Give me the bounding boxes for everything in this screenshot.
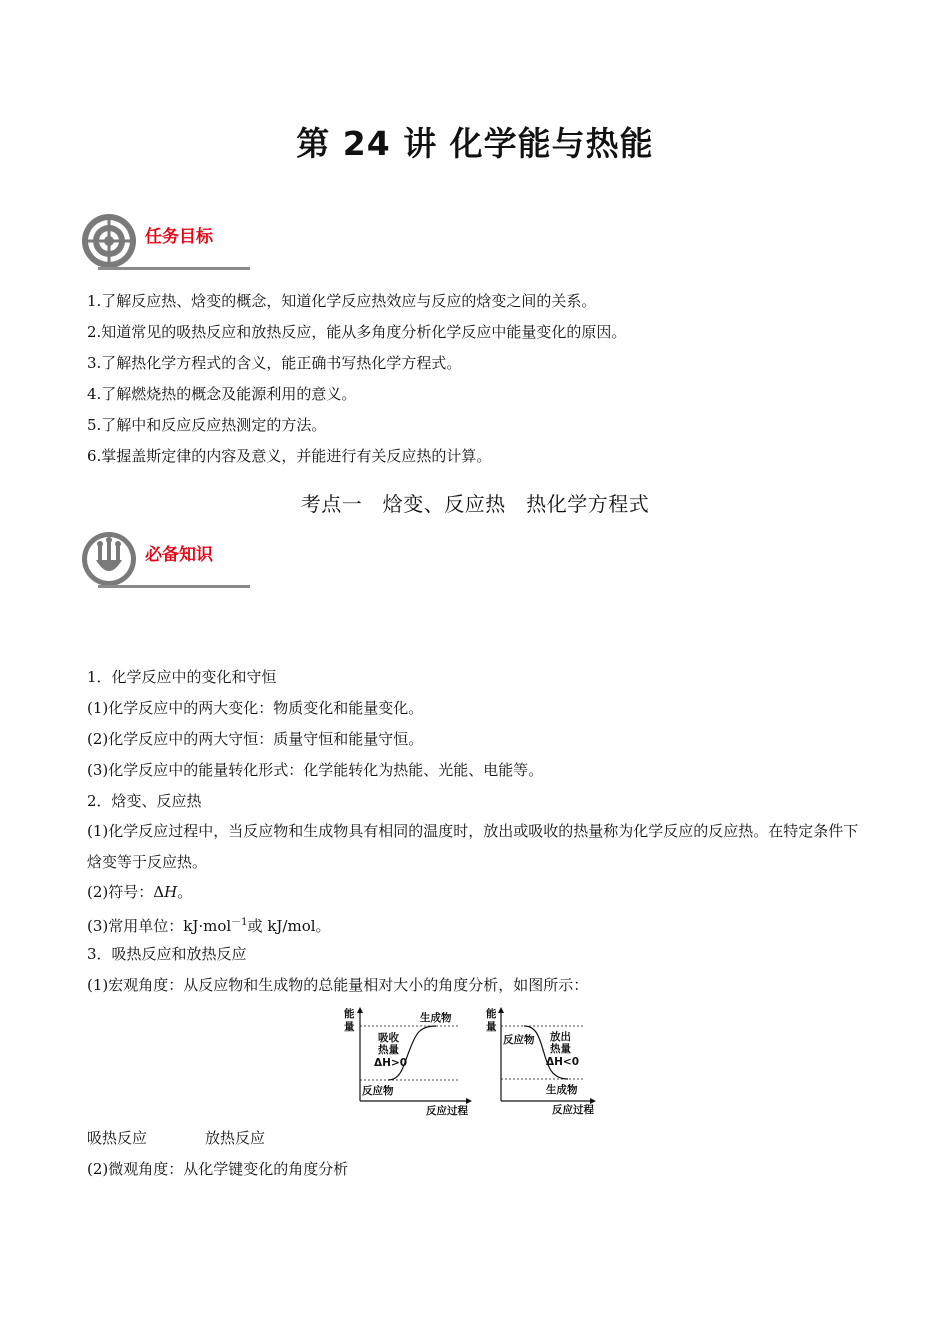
section-label: 任务目标 bbox=[145, 227, 213, 247]
text: (3)常用单位：kJ·mol bbox=[87, 917, 232, 935]
goal-item: 5.了解中和反应反应热测定的方法。 bbox=[87, 416, 327, 434]
paragraph-symbol bbox=[87, 882, 192, 902]
absorb-label: 吸收 bbox=[378, 1032, 399, 1044]
paragraph: (2)微观角度：从化学键变化的角度分析 bbox=[87, 1160, 349, 1178]
y-label: 量 bbox=[486, 1021, 497, 1033]
y-label: 量 bbox=[344, 1021, 355, 1033]
delta-h-label: ΔH>0 bbox=[374, 1057, 408, 1069]
heading-3: 3．吸热反应和放热反应 bbox=[87, 945, 247, 963]
release-label: 放出 bbox=[550, 1031, 571, 1043]
text: 或 kJ/mol。 bbox=[247, 917, 331, 935]
section-rule bbox=[98, 267, 250, 270]
y-label: 能 bbox=[486, 1008, 497, 1020]
paragraph: (1)化学反应中的两大变化：物质变化和能量变化。 bbox=[87, 699, 424, 717]
x-arrow bbox=[466, 1098, 472, 1104]
paragraph: (2)化学反应中的两大守恒：质量守恒和能量守恒。 bbox=[87, 730, 424, 748]
endothermic-diagram bbox=[340, 1003, 480, 1119]
section-label: 必备知识 bbox=[145, 545, 213, 565]
goal-item: 6.掌握盖斯定律的内容及意义，并能进行有关反应热的计算。 bbox=[87, 447, 492, 465]
goal-item: 4.了解燃烧热的概念及能源利用的意义。 bbox=[87, 385, 357, 403]
target-icon bbox=[80, 212, 138, 270]
section-header-knowledge bbox=[80, 530, 250, 592]
section-rule bbox=[98, 585, 250, 588]
paragraph-unit bbox=[87, 913, 331, 936]
var-h: H bbox=[164, 883, 178, 901]
knowledge-icon bbox=[80, 530, 138, 588]
x-label: 反应过程 bbox=[552, 1104, 594, 1116]
section-header-goals bbox=[80, 212, 250, 274]
caption-endothermic: 吸热反应 bbox=[87, 1129, 148, 1147]
text: (2)符号：Δ bbox=[87, 883, 165, 901]
reactant-label: 反应物 bbox=[503, 1034, 535, 1046]
product-label: 生成物 bbox=[546, 1084, 578, 1096]
text: 。 bbox=[177, 883, 193, 901]
y-arrow bbox=[498, 1007, 504, 1013]
product-label: 生成物 bbox=[420, 1012, 452, 1024]
delta-h-label: ΔH<0 bbox=[546, 1056, 580, 1068]
y-label: 能 bbox=[344, 1008, 355, 1020]
goal-item: 1.了解反应热、焓变的概念，知道化学反应热效应与反应的焓变之间的关系。 bbox=[87, 292, 597, 310]
goal-item: 3.了解热化学方程式的含义，能正确书写热化学方程式。 bbox=[87, 354, 462, 372]
release-label: 热量 bbox=[550, 1043, 571, 1055]
caption-exothermic: 放热反应 bbox=[205, 1129, 266, 1147]
kaodian-heading: 考点一 焓变、反应热 热化学方程式 bbox=[300, 492, 650, 516]
superscript: －1 bbox=[231, 917, 248, 928]
heading-2: 2．焓变、反应热 bbox=[87, 792, 202, 810]
paragraph-reaction-heat: (1)化学反应过程中，当反应物和生成物具有相同的温度时，放出或吸收的热量称为化学反应的反应热。在特定条件下焓变等于反应热。 bbox=[87, 822, 859, 871]
exothermic-diagram bbox=[484, 1003, 604, 1119]
paragraph: (3)化学反应中的能量转化形式：化学能转化为热能、光能、电能等。 bbox=[87, 761, 544, 779]
absorb-label: 热量 bbox=[378, 1044, 399, 1056]
x-label: 反应过程 bbox=[426, 1105, 468, 1117]
reactant-label: 反应物 bbox=[362, 1085, 394, 1097]
goal-item: 2.知道常见的吸热反应和放热反应，能从多角度分析化学反应中能量变化的原因。 bbox=[87, 323, 627, 341]
page-title: 第 24 讲 化学能与热能 bbox=[296, 124, 654, 163]
heading-1: 1．化学反应中的变化和守恒 bbox=[87, 668, 277, 686]
paragraph: (1)宏观角度：从反应物和生成物的总能量相对大小的角度分析，如图所示： bbox=[87, 976, 589, 994]
y-arrow bbox=[357, 1007, 363, 1013]
